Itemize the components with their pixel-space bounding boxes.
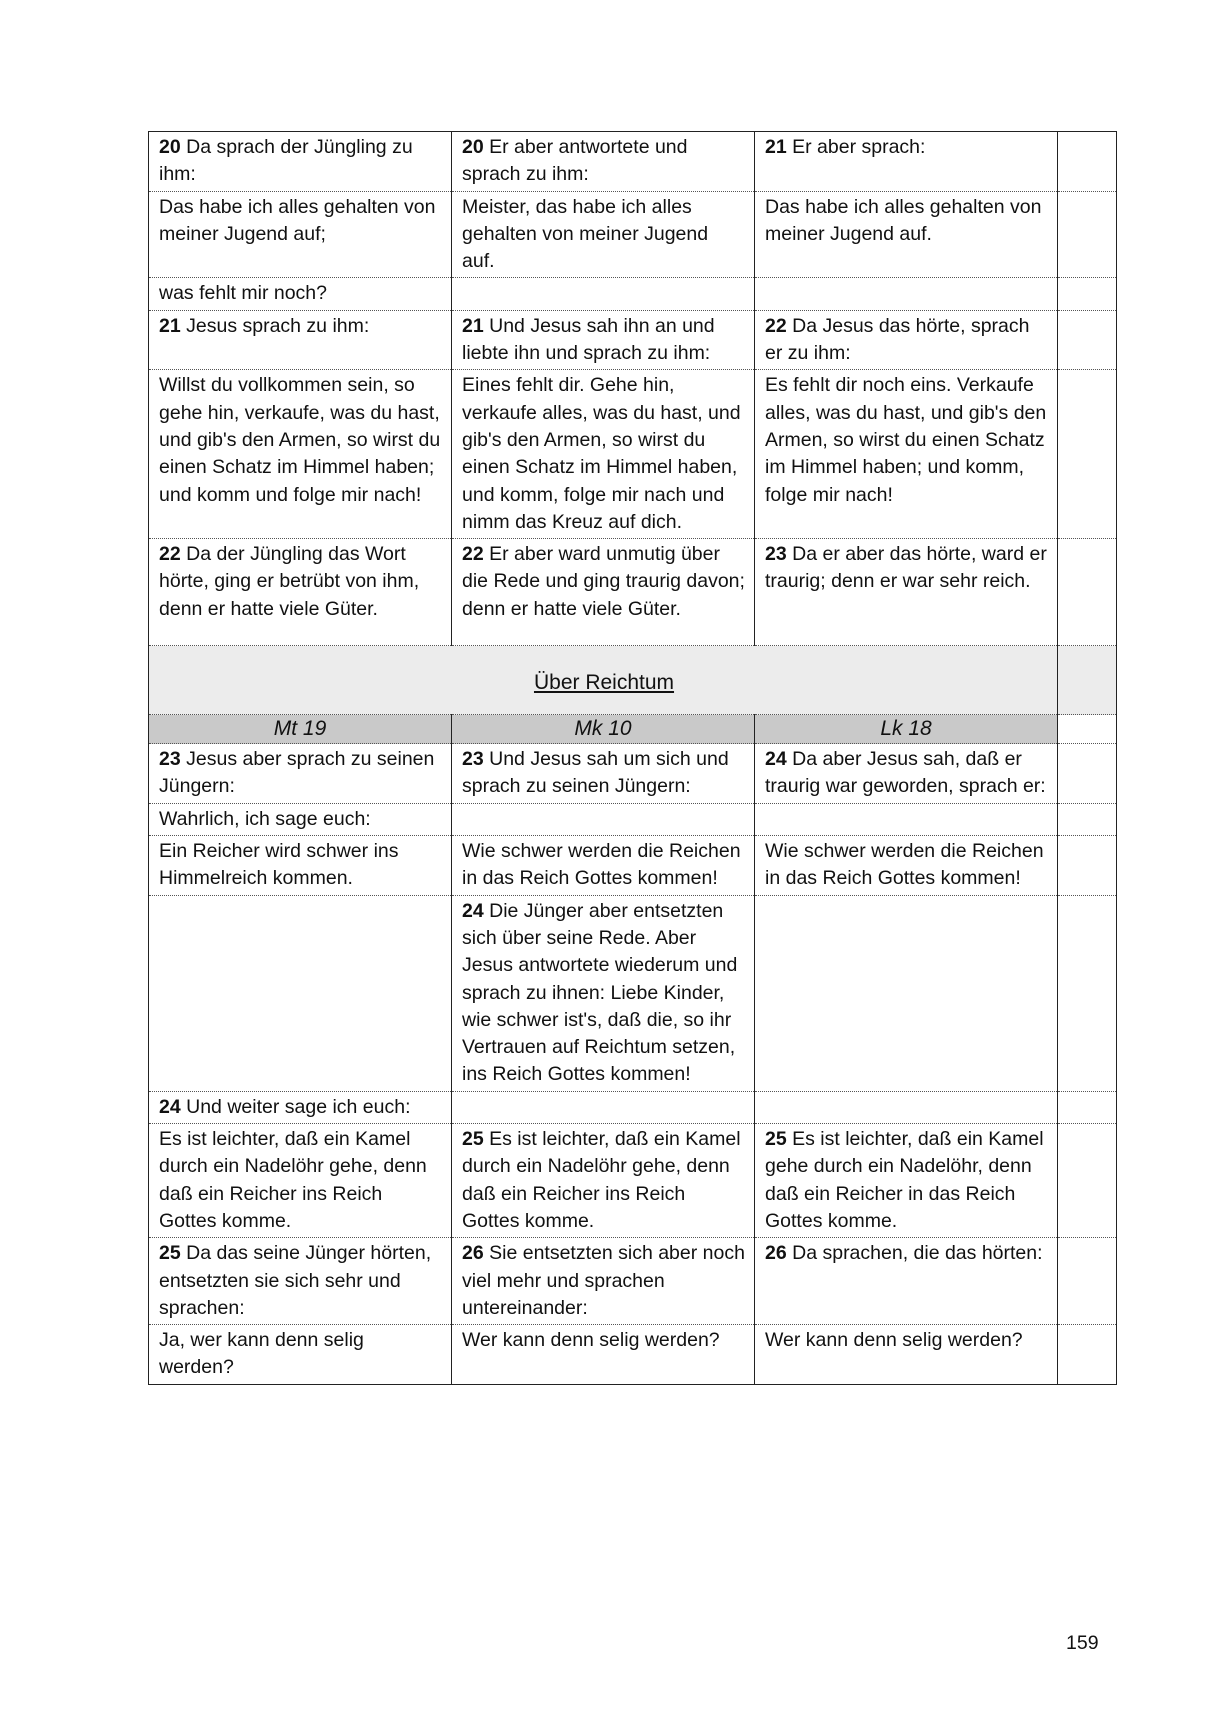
table-row: [149, 370, 1117, 539]
mk-cell: [452, 132, 755, 192]
verse-text: Da der Jüngling das Wort hörte, ging er betrübt von ihm, denn er hatte viele Güter.: [159, 543, 420, 620]
lk-cell: [755, 191, 1058, 278]
mk-cell: [452, 191, 755, 278]
notes-cell: [1058, 539, 1117, 646]
table-row: [149, 803, 1117, 835]
verse-text: Wie schwer werden die Reichen in das Reich Gottes kommen!: [765, 840, 1044, 890]
verse-number: 24: [462, 899, 484, 922]
lk-cell: [755, 370, 1058, 539]
verse-text: Eines fehlt dir. Gehe hin, verkaufe alles, was du hast, und gib's den Armen, so wirst du einen Schatz im Himmel haben, und komm, folge mir nach und nimm das Kreuz auf dich.: [462, 374, 741, 533]
mt-cell: [149, 895, 452, 1091]
verse-text: Das habe ich alles gehalten von meiner Jugend auf;: [159, 195, 436, 245]
verse-number: 26: [462, 1242, 484, 1265]
verse-number: 21: [159, 314, 181, 337]
verse-text: Das habe ich alles gehalten von meiner Jugend auf.: [765, 195, 1042, 245]
verse-text: Und Jesus sah um sich und sprach zu seinen Jüngern:: [462, 748, 729, 798]
verse-text: Wer kann denn selig werden?: [765, 1329, 1023, 1352]
verse-text: Es ist leichter, daß ein Kamel gehe durch ein Nadelöhr, denn daß ein Reicher in das Reich Gottes komme.: [765, 1128, 1044, 1232]
lk-cell: [755, 1238, 1058, 1325]
verse-number: 22: [462, 543, 484, 566]
verse-number: 25: [765, 1128, 787, 1151]
verse-number: 20: [462, 136, 484, 158]
verse-text: was fehlt mir noch?: [159, 282, 327, 305]
mk-cell: [452, 310, 755, 370]
notes-cell: [1058, 1091, 1117, 1123]
notes-cell: [1058, 646, 1117, 715]
verse-text: Es fehlt dir noch eins. Verkaufe alles, was du hast, und gib's den Armen, so wirst du einen Schatz im Himmel haben; und komm, folge mir nach!: [765, 374, 1047, 506]
verse-text: Wahrlich, ich sage euch:: [159, 807, 371, 830]
verse-number: 24: [159, 1095, 181, 1118]
lk-cell: [755, 803, 1058, 835]
lk-cell: [755, 836, 1058, 896]
table-row: [149, 1325, 1117, 1385]
mt-cell: [149, 132, 452, 192]
verse-number: 21: [765, 136, 787, 158]
notes-cell: [1058, 715, 1117, 744]
lk-cell: [755, 132, 1058, 192]
mk-cell: [452, 803, 755, 835]
column-header-lk: Lk 18: [755, 715, 1058, 744]
table-row: [149, 1091, 1117, 1123]
verse-text: Ja, wer kann denn selig werden?: [159, 1329, 364, 1379]
notes-cell: [1058, 836, 1117, 896]
table-row: [149, 191, 1117, 278]
verse-text: Da sprach der Jüngling zu ihm:: [159, 136, 413, 186]
mt-cell: [149, 539, 452, 646]
notes-cell: [1058, 132, 1117, 192]
lk-cell: [755, 278, 1058, 310]
synopsis-table: [148, 131, 1117, 1385]
mk-cell: [452, 278, 755, 310]
verse-text: Jesus aber sprach zu seinen Jüngern:: [159, 748, 435, 798]
mt-cell: [149, 278, 452, 310]
verse-text: Sie entsetzten sich aber noch viel mehr und sprachen untereinander:: [462, 1242, 745, 1319]
mt-cell: [149, 1325, 452, 1385]
lk-cell: [755, 744, 1058, 804]
verse-text: Ein Reicher wird schwer ins Himmelreich kommen.: [159, 840, 399, 890]
mk-cell: [452, 836, 755, 896]
verse-number: 25: [159, 1242, 181, 1265]
mk-cell: [452, 1091, 755, 1123]
verse-text: Da er aber das hörte, ward er traurig; denn er war sehr reich.: [765, 543, 1047, 593]
notes-cell: [1058, 803, 1117, 835]
table-row: [149, 539, 1117, 646]
table-row: [149, 1124, 1117, 1238]
lk-cell: [755, 539, 1058, 646]
verse-text: Und Jesus sah ihn an und liebte ihn und sprach zu ihm:: [462, 314, 715, 365]
notes-cell: [1058, 370, 1117, 539]
mt-cell: [149, 310, 452, 370]
mk-cell: [452, 744, 755, 804]
mk-cell: [452, 1325, 755, 1385]
verse-text: Jesus sprach zu ihm:: [186, 314, 370, 337]
verse-number: 24: [765, 748, 787, 771]
table-row: [149, 278, 1117, 310]
mt-cell: [149, 1238, 452, 1325]
verse-number: 23: [765, 543, 787, 566]
notes-cell: [1058, 895, 1117, 1091]
mt-cell: [149, 836, 452, 896]
notes-cell: [1058, 278, 1117, 310]
verse-number: 22: [159, 543, 181, 566]
verse-text: Er aber ward unmutig über die Rede und ging traurig davon; denn er hatte viele Güter.: [462, 543, 745, 620]
verse-number: 23: [462, 748, 484, 771]
page-number: 159: [1066, 1632, 1099, 1654]
table-row: [149, 836, 1117, 896]
table-row: [149, 310, 1117, 370]
verse-number: 23: [159, 748, 181, 771]
table-row: [149, 744, 1117, 804]
mt-cell: [149, 370, 452, 539]
verse-number: 26: [765, 1242, 787, 1265]
mk-cell: [452, 1124, 755, 1238]
column-header-mt: Mt 19: [149, 715, 452, 744]
mk-cell: [452, 539, 755, 646]
mk-cell: [452, 370, 755, 539]
mt-cell: [149, 191, 452, 278]
mk-cell: [452, 1238, 755, 1325]
verse-text: Meister, das habe ich alles gehalten von meiner Jugend auf.: [462, 195, 709, 273]
verse-text: Die Jünger aber entsetzten sich über seine Rede. Aber Jesus antwortete wiederum und sprach zu ihnen: Liebe Kinder, wie schwer ist's, daß die, so ihr Vertrauen auf Reichtum setzen, ins Reich Gottes kommen!: [462, 899, 738, 1086]
mt-cell: [149, 744, 452, 804]
lk-cell: [755, 1325, 1058, 1385]
table-row: [149, 132, 1117, 192]
verse-text: Da aber Jesus sah, daß er traurig war geworden, sprach er:: [765, 748, 1046, 798]
notes-cell: [1058, 1238, 1117, 1325]
verse-text: Da Jesus das hörte, sprach er zu ihm:: [765, 314, 1030, 365]
lk-cell: [755, 310, 1058, 370]
column-header-row: [149, 715, 1117, 744]
verse-text: Es ist leichter, daß ein Kamel durch ein Nadelöhr gehe, denn daß ein Reicher ins Reich Gottes komme.: [159, 1128, 427, 1232]
verse-text: Wie schwer werden die Reichen in das Reich Gottes kommen!: [462, 840, 741, 890]
mk-cell: [452, 895, 755, 1091]
section-title: Über Reichtum: [149, 646, 1058, 715]
lk-cell: [755, 1091, 1058, 1123]
verse-text: Und weiter sage ich euch:: [186, 1095, 411, 1118]
verse-text: Wer kann denn selig werden?: [462, 1329, 720, 1352]
notes-cell: [1058, 191, 1117, 278]
verse-text: Willst du vollkommen sein, so gehe hin, verkaufe, was du hast, und gib's den Armen, so wirst du einen Schatz im Himmel haben; und komm und folge mir nach!: [159, 374, 441, 506]
verse-text: Da das seine Jünger hörten, entsetzten sie sich sehr und sprachen:: [159, 1242, 432, 1319]
verse-text: Es ist leichter, daß ein Kamel durch ein Nadelöhr gehe, denn daß ein Reicher ins Reich Gottes komme.: [462, 1128, 741, 1232]
column-header-mk: Mk 10: [452, 715, 755, 744]
table-row: [149, 895, 1117, 1091]
verse-number: 25: [462, 1128, 484, 1151]
lk-cell: [755, 1124, 1058, 1238]
mt-cell: [149, 1124, 452, 1238]
mt-cell: [149, 803, 452, 835]
lk-cell: [755, 895, 1058, 1091]
notes-cell: [1058, 744, 1117, 804]
table-row: [149, 1238, 1117, 1325]
mt-cell: [149, 1091, 452, 1123]
notes-cell: [1058, 1124, 1117, 1238]
verse-text: Er aber sprach:: [792, 136, 926, 158]
verse-number: 21: [462, 314, 484, 337]
verse-text: Da sprachen, die das hörten:: [792, 1242, 1043, 1265]
verse-text: Er aber antwortete und sprach zu ihm:: [462, 136, 688, 186]
notes-cell: [1058, 310, 1117, 370]
verse-number: 22: [765, 314, 787, 337]
section-row: [149, 646, 1117, 715]
verse-number: 20: [159, 136, 181, 158]
notes-cell: [1058, 1325, 1117, 1385]
